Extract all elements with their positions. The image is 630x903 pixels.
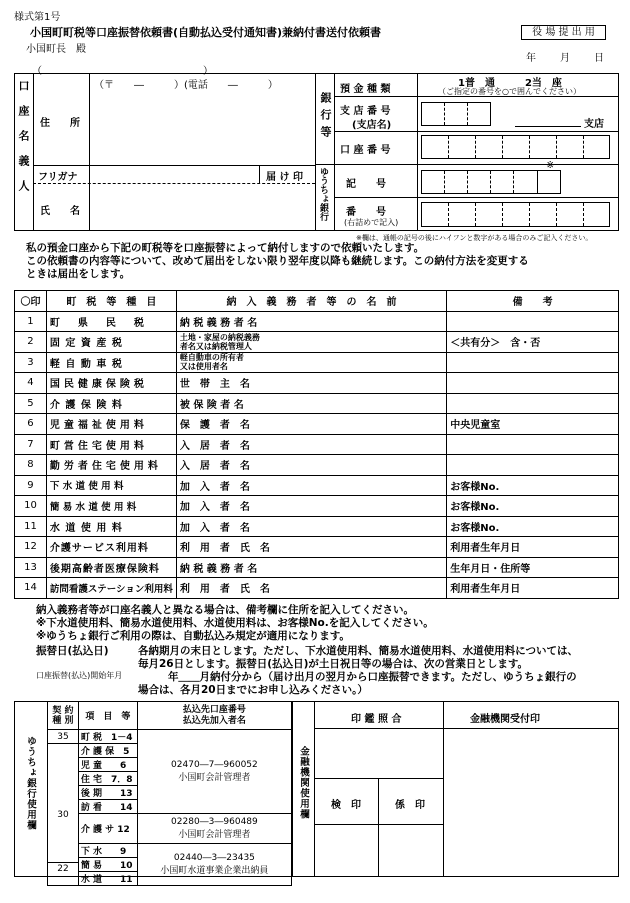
account-name: 小国町水道事業企業出納員 [160,865,269,876]
tax-row [15,414,619,435]
payer-name-cell[interactable]: 被 保 険 者 名 [176,393,446,414]
col-contract: 契 約 種 別 [48,702,79,730]
tax-row-number[interactable]: 11 [15,516,47,537]
addressee: 小国町長 殿 [26,44,86,55]
col-payer: 納 入 義 務 者 等 の 名 前 [176,291,446,312]
tax-row-number[interactable]: 12 [15,537,47,558]
date-month: 月 [560,53,570,64]
tax-row-number[interactable]: 14 [15,578,47,599]
address-label: 住 所 [40,118,80,129]
seal-check-label: 印 鑑 照 合 [351,714,402,725]
note-cell[interactable] [447,434,619,455]
note-cell[interactable]: ＜共有分＞ 含・否 [447,332,619,353]
furigana-input[interactable] [90,166,258,182]
note-line: ※ゆうちょ銀行ご利用の際は、自動払込み規定が適用になります。 [36,630,350,642]
account-cell-3 [137,844,291,886]
item-row: 住 宅 7．8 [78,772,137,786]
bank-use-side-label: ゆうちょ銀行使用欄 [25,736,36,831]
account-number: 02280―3―960489 [171,816,258,827]
payer-name-cell[interactable]: 加 入 者 名 [176,475,446,496]
account-number: 02470―7―960052 [171,759,258,770]
item-row: 簡 易 10 [78,858,137,872]
note-line: ※下水道使用料、簡易水道使用料、水道使用料は、お客様No.を記入してください。 [36,617,434,629]
payer-name-cell[interactable]: 保 護 者 名 [176,414,446,435]
note-cell[interactable] [447,393,619,414]
account-cell-1 [137,730,291,814]
payer-name-cell[interactable]: 利 用 者 氏 名 [176,537,446,558]
payer-name-cell[interactable]: 世 帯 主 名 [176,373,446,394]
tax-row [15,475,619,496]
col-note: 備 考 [447,291,619,312]
tax-row [15,352,619,373]
start-line2: 場合は、各月20日までにお申し込みください。） [138,684,368,696]
account-name: 小国町会計管理者 [178,772,251,783]
request-line: 私の預金口座から下記の町税等を口座振替によって納付しますので依頼いたします。 [26,242,425,254]
item-row: 介 護 保 5 [78,744,137,758]
deposit-note: （ご指定の番号を○で囲んでください） [438,87,581,96]
note-cell[interactable] [447,455,619,476]
branch-number-input[interactable] [421,102,491,126]
tax-row-number[interactable]: 6 [15,414,47,435]
holder-side-label: 口座名義人 [17,80,30,205]
tax-row-number[interactable]: 5 [15,393,47,414]
tax-item-name: 下 水 道 使 用 料 [46,475,176,496]
note-cell[interactable]: 利用者生年月日 [447,537,619,558]
tax-row [15,496,619,517]
request-line: ときは届出をします。 [26,268,131,280]
tax-item-name: 軽 自 動 車 税 [46,352,176,373]
col-check: 〇印 [15,291,47,312]
note-cell[interactable]: お客様No. [447,496,619,517]
tax-item-name: 児童福祉使用料 [46,414,176,435]
item-row: 水 道 11 [78,872,137,886]
note-line: 納入義務者等が口座名義人と異なる場合は、備考欄に住所を記入してください。 [36,604,414,616]
payer-name-cell[interactable]: 利 用 者 氏 名 [176,578,446,599]
tax-item-name: 訪問看護ステーション利用料 [46,578,176,599]
postal-phone-label: （〒 ― ）(電話 ― ） [94,80,278,91]
contract-22: 22 [48,862,78,876]
tax-row-number[interactable]: 4 [15,373,47,394]
item-row: 児 童 6 [78,758,137,772]
tax-item-name: 水 道 使 用 料 [46,516,176,537]
col-item: 町 税 等 種 目 [46,291,176,312]
tax-item-name: 勤労者住宅使用料 [46,455,176,476]
notes [36,604,434,643]
tax-row-number[interactable]: 10 [15,496,47,517]
deposit-options[interactable]: 1普 通 2当 座 [458,78,562,89]
tax-row [15,373,619,394]
tax-row-number[interactable]: 7 [15,434,47,455]
yucho-symbol-input[interactable] [421,170,561,194]
name-input[interactable] [90,184,314,230]
request-text [26,242,529,281]
transfer-date-label: 振替日(払込日) [36,645,109,657]
tax-row-number[interactable]: 13 [15,557,47,578]
item-row: 訪 看 14 [78,800,137,814]
tax-item-name: 後期高齢者医療保険料 [46,557,176,578]
tax-row-number[interactable]: 1 [15,311,47,332]
tax-row [15,332,619,353]
yucho-footnote: ※欄は、通帳の記号の後にハイフンと数字がある場合のみご記入ください。 [356,234,593,242]
note-cell[interactable]: お客様No. [447,475,619,496]
yucho-label: ゆうちょ銀行 [318,167,328,221]
request-line: この依頼書の内容等について、改めて届出をしない限り翌年度以降も継続します。この納付方法を変更する [26,255,529,267]
form-title: 小国町町税等口座振替依頼書(自動払込受付通知書)兼納付書送付依頼書 [30,26,382,39]
bank-use-table [47,701,292,886]
payer-name-cell[interactable]: 加 入 者 名 [176,496,446,517]
yucho-number-input[interactable] [421,202,610,227]
tax-table [14,290,619,599]
account-name: 小国町会計管理者 [178,829,251,840]
note-cell[interactable]: お客様No. [447,516,619,537]
note-cell[interactable] [447,373,619,394]
tax-row [15,434,619,455]
payer-name-cell[interactable]: 軽自動車の所有者 又は使用者名 [176,352,446,373]
symbol-label: 記 号 [346,179,386,190]
account-cell-2 [137,814,291,844]
furigana-label: フリガナ [38,172,78,183]
seal-label: 届 け 印 [266,172,303,183]
tax-row [15,557,619,578]
tax-row [15,537,619,558]
name-label: 氏 名 [40,206,80,217]
tax-item-name: 国民健康保険税 [46,373,176,394]
col-account-header: 払込先口座番号 払込先加入者名 [137,702,291,730]
branch-number-label: 支 店 番 号 [340,106,391,117]
date-year: 年 [526,53,536,64]
tax-row-number[interactable]: 2 [15,332,47,353]
start-line: 年＿＿月納付分から（届け出月の翌月から口座振替できます。ただし、ゆうちょ銀行の [168,671,577,683]
payer-name-cell[interactable]: 納 税 義 務 者 名 [176,311,446,332]
form-number: 様式第1号 [14,12,61,23]
branch-name-sub: (支店名) [352,120,392,131]
symbol-mark: ※ [546,160,555,171]
transfer-date-line2: 毎月26日とします。振替日(払込日)が土日祝日等の場合は、次の営業日とします。 [138,658,529,670]
tax-item-name: 簡 易 水 道 使 用 料 [46,496,176,517]
tax-row [15,516,619,537]
date-day: 日 [594,53,604,64]
col-item-header: 項 目 等 [78,702,137,730]
note-cell[interactable]: 利用者生年月日 [447,578,619,599]
payer-name-cell[interactable]: 加 入 者 名 [176,516,446,537]
tax-item-name: 町営住宅使用料 [46,434,176,455]
paren-open: （ [32,66,42,77]
tax-item-name: 町 県 民 税 [46,311,176,332]
tax-row [15,578,619,599]
tax-row [15,393,619,414]
transfer-date-line1: 各納期月の末日とします。ただし、下水道使用料、簡易水道使用料、水道使用料については、 [138,645,578,657]
payer-name-cell[interactable]: 納 税 義 務 者 名 [176,557,446,578]
contract-30: 30 [48,744,79,886]
payer-name-cell[interactable]: 入 居 者 名 [176,455,446,476]
tax-row-number[interactable]: 9 [15,475,47,496]
address-input[interactable] [90,88,314,164]
branch-suffix: 支店 [584,119,604,130]
payer-name-cell[interactable]: 入 居 者 名 [176,434,446,455]
note-cell[interactable] [447,311,619,332]
note-cell[interactable]: 中央児童室 [447,414,619,435]
clerk-label: 係 印 [395,800,425,811]
paren-close: ） [203,66,213,77]
tax-item-name: 介護サービス利用料 [46,537,176,558]
item-row: 後 期 13 [78,786,137,800]
item-row: 町 税 1－4 [78,730,137,744]
tax-item-name: 介 護 保 険 料 [46,393,176,414]
account-number: 02440―3―23435 [173,852,255,863]
tax-row-number[interactable]: 3 [15,352,47,373]
note-cell[interactable]: 生年月日・住所等 [447,557,619,578]
number-sub: (右詰めで記入) [344,218,399,227]
receipt-stamp-label: 金融機関受付印 [470,714,540,725]
item-row: 下 水 9 [78,844,137,858]
account-number-input[interactable] [421,135,610,159]
office-submission-box: 役 場 提 出 用 [521,25,606,40]
tax-row-number[interactable]: 8 [15,455,47,476]
tax-row [15,455,619,476]
tax-item-name: 固 定 資 産 税 [46,332,176,353]
bank-label: 銀行等 [319,92,332,143]
number-label: 番 号 [346,207,386,218]
account-number-label: 口 座 番 号 [340,145,391,156]
item-row: 介 護 サ 12 [78,814,137,844]
deposit-type-label: 預 金 種 類 [340,84,391,95]
contract-35: 35 [48,730,79,744]
fin-use-label: 金融機関使用欄 [298,746,309,820]
note-cell[interactable] [447,352,619,373]
payer-name-cell[interactable]: 土地・家屋の納税義務 者名又は納税管理人 [176,332,446,353]
tax-row [15,311,619,332]
start-label: 口座振替(払込)開始年月 [36,671,123,680]
inspect-label: 検 印 [331,800,361,811]
